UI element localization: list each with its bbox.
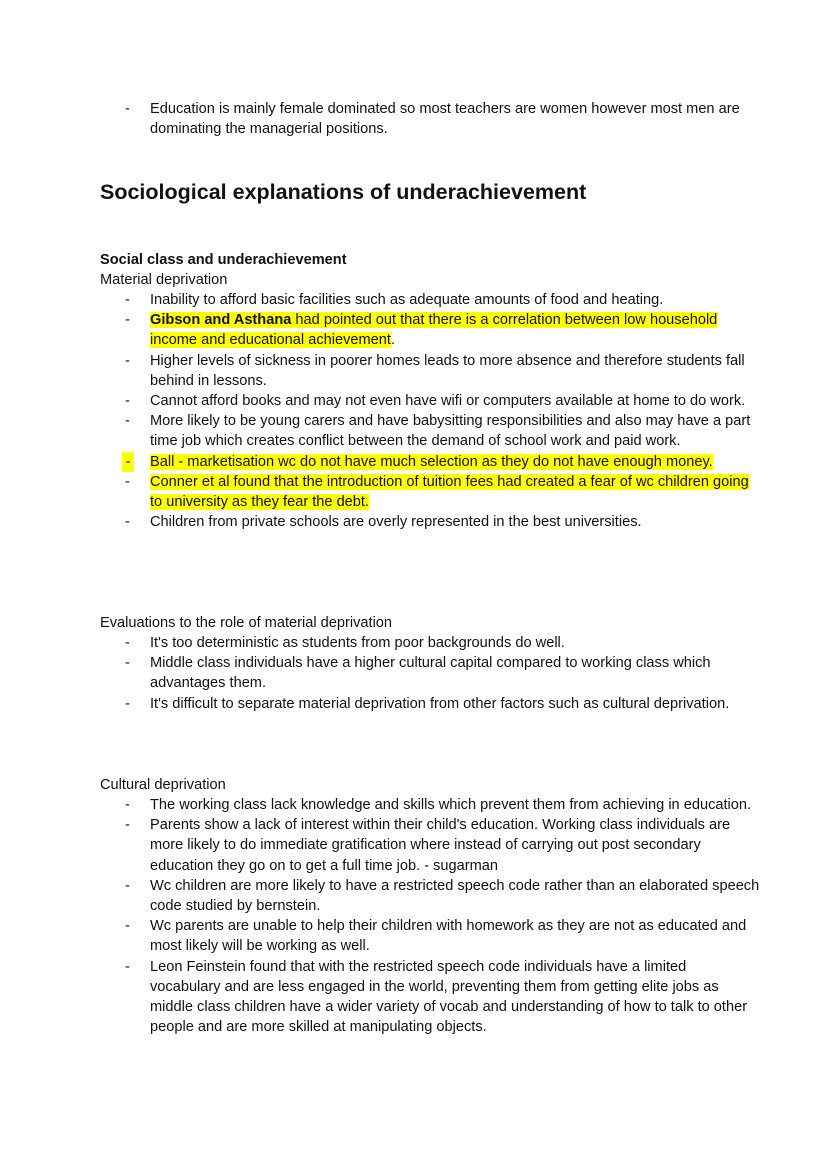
list-item-text: Wc parents are unable to help their children with homework as they are not as educated and most likely will be working as well.	[150, 918, 747, 955]
list-item-text: Ball - marketisation wc do not have much selection as they do not have enough money.	[150, 453, 713, 470]
author-name: Gibson and Asthana	[150, 312, 292, 329]
list-item: - Parents show a lack of interest within their child's education. Working class individuals are more likely to do immediate gratification where instead of carrying out post secondary education they go on to get a full time job. - sugarman	[125, 817, 731, 874]
list-item-text: It's too deterministic as students from poor backgrounds do well.	[150, 635, 565, 651]
cultural-deprivation-label: Cultural deprivation	[100, 777, 226, 793]
list-item: - More likely to be young carers and have babysitting responsibilities and also may have a part time job which creates conflict between the demand of school work and paid work.	[125, 413, 751, 450]
evaluations-list	[100, 633, 760, 714]
list-item: - Ball - marketisation wc do not have much selection as they do not have enough money.	[100, 452, 760, 472]
list-item: - Middle class individuals have a higher cultural capital compared to working class which advantages them.	[125, 655, 711, 692]
list-item-text: Inability to afford basic facilities such as adequate amounts of food and heating.	[150, 292, 664, 308]
list-item: - Cannot afford books and may not even have wifi or computers available at home to do work.	[125, 393, 746, 410]
intro-list	[100, 99, 760, 139]
section-heading: Sociological explanations of underachievement	[100, 180, 587, 204]
list-item-text: Higher levels of sickness in poorer homes leads to more absence and therefore students fall behind in lessons.	[150, 352, 745, 389]
list-item-text: It's difficult to separate material deprivation from other factors such as cultural deprivation.	[150, 695, 730, 712]
list-item: - Conner et al found that the introduction of tuition fees had created a fear of wc children going to university as they fear the debt.	[125, 473, 749, 511]
list-item: - Higher levels of sickness in poorer homes leads to more absence and therefore students fall behind in lessons.	[125, 352, 745, 389]
list-item: - It's difficult to separate material deprivation from other factors such as cultural deprivation.	[125, 695, 730, 712]
list-item-text: Wc children are more likely to have a restricted speech code rather than an elaborated speech code studied by bernstein.	[150, 877, 760, 915]
list-item: - Gibson and Asthana had pointed out that there is a correlation between low household income and educational achievement.	[125, 312, 718, 349]
list-item: - Leon Feinstein found that with the restricted speech code individuals have a limited vocabulary and are less engaged in the world, preventing them from getting elite jobs as middle class children have a wider variety of vocab and understanding of how to talk to other people and are more skilled at manipulating objects.	[125, 958, 748, 1036]
list-item: - It's too deterministic as students from poor backgrounds do well.	[125, 635, 565, 651]
list-item-text: Education is mainly female dominated so most teachers are women however most men are dominating the managerial positions.	[150, 101, 740, 138]
list-item-text: Middle class individuals have a higher cultural capital compared to working class which advantages them.	[150, 655, 711, 692]
list-item: - Children from private schools are overly represented in the best universities.	[125, 514, 642, 531]
evaluations-label: Evaluations to the role of material deprivation	[100, 615, 393, 631]
list-item-text: Leon Feinstein found that with the restricted speech code individuals have a limited vocabulary and are less engaged in the world, preventing them from getting elite jobs as middle class children have a wider variety of vocab and understanding of how to talk to other people and are more skilled at manipulating objects.	[150, 958, 748, 1036]
list-item: - Wc parents are unable to help their children with homework as they are not as educated and most likely will be working as well.	[125, 918, 747, 955]
list-item: - The working class lack knowledge and skills which prevent them from achieving in education.	[125, 797, 752, 813]
list-item: - Inability to afford basic facilities such as adequate amounts of food and heating.	[125, 292, 664, 308]
list-item-text: More likely to be young carers and have babysitting responsibilities and also may have a part time job which creates conflict between the demand of school work and paid work.	[150, 413, 751, 450]
list-item-text: Children from private schools are overly represented in the best universities.	[150, 514, 642, 531]
list-item-text: The working class lack knowledge and skills which prevent them from achieving in education.	[150, 797, 752, 813]
list-item-text: Conner et al found that the introduction of tuition fees had created a fear of wc children going to university as they fear the debt.	[150, 473, 749, 511]
list-item: - Wc children are more likely to have a restricted speech code rather than an elaborated speech code studied by bernstein.	[125, 877, 760, 915]
list-item-text: Gibson and Asthana had pointed out that there is a correlation between low household income and educational achievement	[150, 312, 718, 349]
subsection-heading: Social class and underachievement	[100, 252, 347, 268]
cultural-deprivation-list	[100, 795, 760, 1037]
list-item: - Education is mainly female dominated so most teachers are women however most men are dominating the managerial positions.	[125, 101, 740, 138]
list-item-text: Cannot afford books and may not even have wifi or computers available at home to do work.	[150, 393, 746, 410]
list-item-text: Parents show a lack of interest within their child's education. Working class individuals are more likely to do immediate gratification where instead of carrying out post secondary education they go on to get a full time job. - sugarman	[150, 817, 731, 874]
material-deprivation-list	[100, 290, 760, 532]
material-deprivation-label: Material deprivation	[100, 272, 228, 288]
